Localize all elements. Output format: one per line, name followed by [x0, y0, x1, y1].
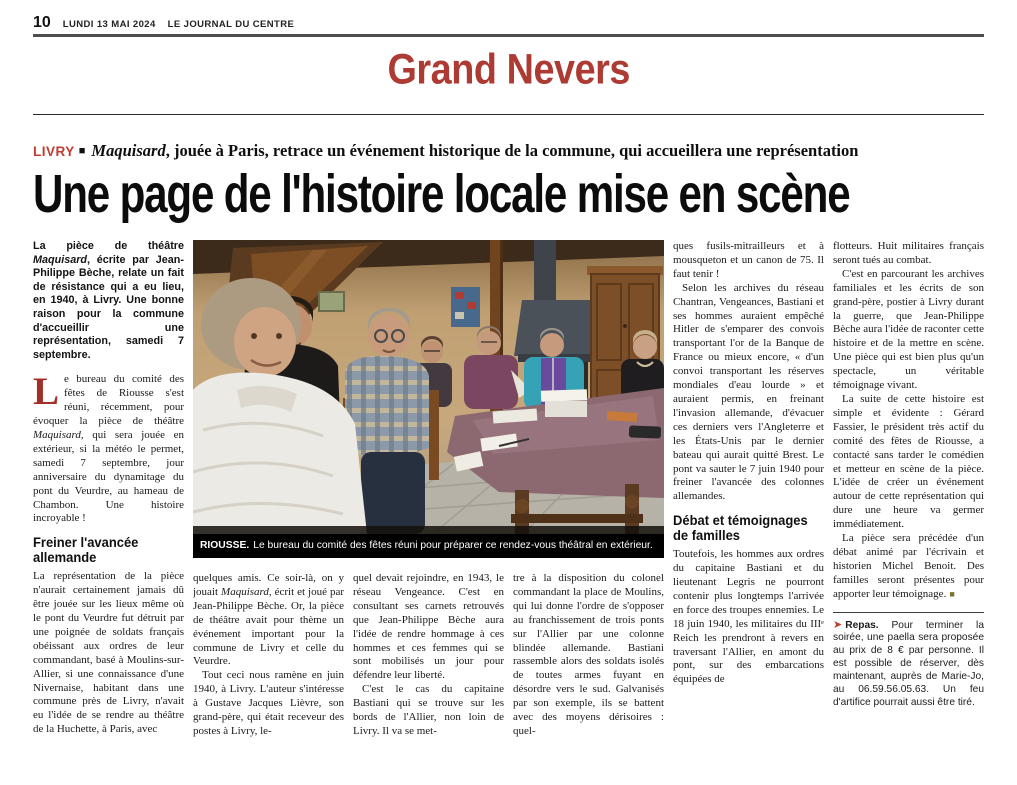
paragraph: tre à la disposition du colonel commandant la place de Moulins, qui lui donne l'ordre de s'opposer au franchissement de trois ponts sur l'Allier par une colonne blindée allemande. Bastiani rassemble alors des soldats isolés de toutes armes fuyant en désordre vers le sud. Galvanisés par son exemple, ils se battent avec des moyens dérisoires : quel-: [513, 572, 664, 737]
article-body: [33, 240, 984, 785]
paragraph: [193, 572, 344, 669]
lead-play-title: Maquisard: [33, 428, 81, 441]
section-rule: [33, 114, 984, 115]
subheading-debat: Débat et témoignages de familles: [673, 513, 808, 543]
paragraph: [833, 532, 984, 602]
section-title: Grand Nevers: [387, 44, 630, 93]
intro-paragraph: [33, 240, 184, 362]
column-6: [833, 240, 984, 785]
headline: Une page de l'histoire locale mise en scène: [33, 164, 850, 224]
paragraph: La suite de cette histoire est simple et évidente : Gérard Fassier, le président très actif du comité des fêtes de Riousse, a contacté sans tarder le comédien et metteur en scène de la pièce. L'idée de créer un événement autour de cette représentation qui dure une heure va germer immédiatement.: [833, 392, 984, 531]
paragraph: flotteurs. Huit militaires français seront tués au combat.: [833, 240, 984, 266]
page-number: 10: [33, 14, 51, 31]
paragraph: Selon les archives du réseau Chantran, Vengeances, Bastiani et ses hommes auraient empêché Hitler de s'emparer des convois transportant l'or de la Banque de France ou mieux encore, « d'un convoi transportant les réserves mondiales d'eau lourde » et auraient permis, en freinant l'invasion allemande, d'évacuer ces derniers vers l'Angleterre et les États-Unis par le dernier bateau qui aurait quitté Brest. Le pont va sauter le 7 juin 1940 pour freiner l'avancée des colonnes allemandes.: [673, 281, 824, 503]
intro-play-title: Maquisard: [33, 253, 87, 266]
paragraph: Tout ceci nous ramène en juin 1940, à Livry. L'auteur s'intéresse à Gustave Jacques Lièvre, son grand-père, qui était receveur des postes à Livry, le-: [193, 669, 344, 737]
photo-bottom-shadow: [193, 526, 664, 534]
photo-picture-frame: [319, 292, 344, 311]
masthead: [33, 14, 984, 32]
photo-caption: [193, 534, 664, 558]
paragraph: C'est en parcourant les archives familiales et les écrits de son grand-père, postier à Livry durant la guerre, que Jean-Philippe Bèche aura l'idée de raconter cette histoire et de la mettre en scène. Une pièce qui est bien plus qu'un spectacle, un véritable témoignage vivant.: [833, 267, 984, 392]
repas-note: [833, 612, 984, 710]
intro-text: La pièce de théâtre: [33, 240, 184, 252]
paragraph: quel devait rejoindre, en 1943, le réseau Vengeance. C'est en consultant ses carnets retrouvés que Jean-Philippe Bèche aura l'idée de rendre hommage à ces hommes et ces femmes qui se sont mobilisés un jour pour défendre leur liberté.: [353, 572, 504, 682]
repas-label: Repas.: [845, 619, 879, 631]
lead-text-2: , qui sera jouée en extérieur, si la météo le permet, samedi 7 septembre, jour anniversaire du dynamitage du pont du Veurdre, au hameau de Chambon. Une histoire incroyable !: [33, 428, 184, 525]
paragraph-text: quelques amis. Ce soir-là, on y jouait: [193, 572, 344, 598]
caption-location: RIOUSSE.: [200, 540, 250, 551]
masthead-journal: LE JOURNAL DU CENTRE: [167, 19, 295, 30]
paragraph-text-2: , écrit et joué par Jean-Philippe Bèche. Or, la pièce de théâtre avait pour thème un événement important pour la commune de Livry et celle du Veurdre.: [193, 585, 344, 668]
drop-cap: L: [33, 370, 60, 414]
column-5: [673, 240, 824, 785]
repas-arrow-icon: ➤: [833, 618, 843, 631]
masthead-date: LUNDI 13 MAI 2024: [62, 19, 156, 30]
subheading-freiner: Freiner l'avancée allemande: [33, 535, 139, 565]
section-title-wrap: [0, 46, 1017, 92]
kicker-play-title: Maquisard: [91, 141, 166, 160]
intro-text-2: , écrite par Jean-Philippe Bèche, relate un fait de résistance qui a eu lieu, en 1940, à Livry. Une bonne raison pour la commune d'accueillir une représentation, samedi 7 septembre.: [33, 253, 184, 361]
kicker-text: , jouée à Paris, retrace un événement historique de la commune, qui accueillera une représentation: [165, 141, 859, 160]
caption-text: Le bureau du comité des fêtes réuni pour préparer ce rendez-vous théâtral en extérieur.: [253, 540, 653, 551]
paragraph-text: La pièce sera précédée d'un débat animé par l'écrivain et historien Michel Benoit. Des familles seront présentes pour apporter leur témoignage.: [833, 532, 984, 600]
paragraph: Toutefois, les hommes aux ordres du capitaine Bastiani et du lieutenant Legris ne pourront contenir plus longtemps l'arrivée en force des troupes ennemies. Le 18 juin 1940, les militaires du IIIᵉ Reich les prendront à revers en traversant l'Allier, en amont du pont, sur des embarcations équipées de: [673, 548, 824, 686]
masthead-rule: [33, 34, 984, 37]
article-photo: [193, 240, 664, 534]
paragraph: ques fusils-mitrailleurs et à mousqueton et un canon de 75. Il faut tenir !: [673, 240, 824, 280]
kicker: [33, 141, 984, 161]
paragraph: C'est le cas du capitaine Bastiani qui se trouve sur les bords de l'Allier, non loin de Livry. Il va se met-: [353, 683, 504, 737]
paragraph-lead: [33, 370, 184, 526]
article-photo-block: [193, 240, 664, 558]
repas-text: Pour terminer la soirée, une paella sera proposée au prix de 8 € par personne. Il est possible de réserver, dès maintenant, auprès de Marie-Jo, au 06.59.56.05.63. Un feu d'artifice pourrait aussi être tiré.: [833, 619, 984, 708]
kicker-location: LIVRY: [33, 144, 75, 159]
column-1: [33, 240, 184, 785]
end-of-article-square: ■: [949, 588, 955, 599]
lead-text: e bureau du comité des fêtes de Riousse s'est réuni, récemment, pour évoquer la pièce de théâtre: [33, 373, 184, 428]
paragraph-play-title: Maquisard: [221, 585, 269, 598]
kicker-separator-square: ■: [78, 145, 86, 157]
photo-blue-poster: [451, 287, 480, 327]
paragraph: La représentation de la pièce n'aurait certainement jamais dû être jouée sur les lieux même où le pont du Veurdre fut détruit par une poignée de soldats français obéissant aux ordres de leur commandant, basé à Moulins-sur-Allier, si une connaissance d'une Nivernaise, habitant dans une commune près de Livry, n'avait eu l'idée de se rendre au théâtre de la Huchette, à Paris, avec: [33, 570, 184, 736]
headline-wrap: [33, 166, 984, 226]
